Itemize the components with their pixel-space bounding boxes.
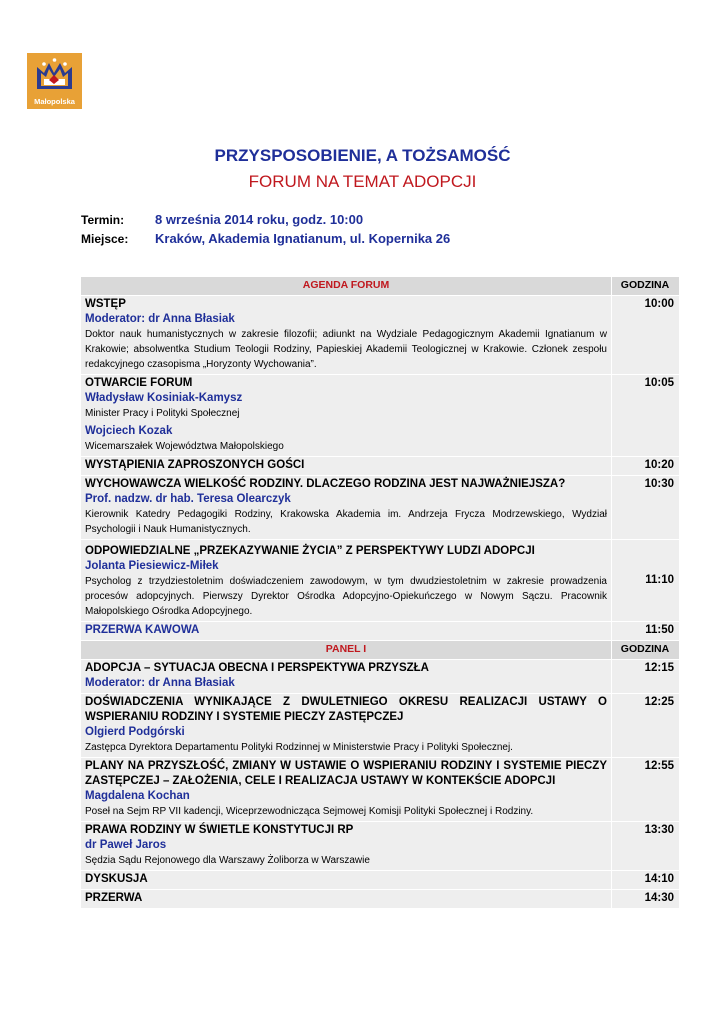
item-description: Zastępca Dyrektora Departamentu Polityki Rodzinnej w Ministerstwie Pracy i Polityki Społecznej.: [85, 742, 513, 753]
item-title: ODPOWIEDZIALNE „PRZEKAZYWANIE ŻYCIA” Z PERSPEKTYWY LUDZI ADOPCJI: [85, 545, 535, 557]
time-header: GODZINA: [612, 277, 680, 296]
time-header: GODZINA: [612, 641, 680, 660]
item-title: PRAWA RODZINY W ŚWIETLE KONSTYTUCJI RP: [85, 824, 354, 836]
place-label: Miejsce:: [81, 232, 129, 246]
item-time: 12:55: [612, 758, 680, 822]
item-person: dr Paweł Jaros: [85, 839, 167, 851]
panel-header-row: [81, 641, 680, 660]
item-title: WSTĘP: [85, 298, 126, 310]
item-time: 10:05: [612, 375, 680, 457]
item-title: PLANY NA PRZYSZŁOŚĆ, ZMIANY W USTAWIE O WSPIERANIU RODZINY I SYSTEMIE PIECZY ZASTĘPCZEJ – ZAŁOŻENIA, CELE I REALIZACJA USTAWY W KONTEKŚCIE ADOPCJI: [85, 760, 607, 787]
item-time: 10:30: [612, 476, 680, 540]
agenda-header: AGENDA FORUM: [81, 277, 612, 296]
item-time: 11:10: [612, 540, 680, 622]
agenda-row: [81, 457, 680, 476]
item-time: 13:30: [612, 822, 680, 871]
term-value: 8 września 2014 roku, godz. 10:00: [155, 212, 364, 227]
item-person: Władysław Kosiniak-Kamysz: [85, 392, 243, 404]
item-title: OTWARCIE FORUM: [85, 377, 193, 389]
panel-row: [81, 871, 680, 890]
item-description: Poseł na Sejm RP VII kadencji, Wiceprzewodnicząca Sejmowej Komisji Polityki Społecznej i Rodziny.: [85, 806, 534, 817]
malopolska-logo: [27, 53, 82, 109]
item-title: PRZERWA KAWOWA: [85, 624, 200, 636]
item-time: 12:25: [612, 694, 680, 758]
item-time: 11:50: [612, 622, 680, 641]
panel-row: [81, 822, 680, 871]
item-description: Wicemarszałek Województwa Małopolskiego: [85, 441, 284, 452]
malopolska-crown-logo-icon: [27, 53, 82, 97]
item-description: Doktor nauk humanistycznych w zakresie filozofii; adiunkt na Wydziale Pedagogicznym Akademii Ignatianum w Krakowie; absolwentka Studium Teologii Rodziny, Papieskiej Akademii Teologicznej w Krakowie. Członek zespołu redakcyjnego czasopisma „Horyzonty Wychowania”.: [85, 329, 607, 370]
panel-row: [81, 758, 680, 822]
agenda-header-row: [81, 277, 680, 296]
panel-header: PANEL I: [81, 641, 612, 660]
agenda-table: [80, 276, 680, 909]
item-description: Minister Pracy i Polityki Społecznej: [85, 408, 240, 419]
item-title: ADOPCJA – SYTUACJA OBECNA I PERSPEKTYWA PRZYSZŁA: [85, 662, 429, 674]
item-time: 12:15: [612, 660, 680, 694]
page-title: PRZYSPOSOBIENIE, A TOŻSAMOŚĆ: [214, 146, 511, 165]
item-time: 14:30: [612, 890, 680, 909]
place-value: Kraków, Akademia Ignatianum, ul. Kopernika 26: [155, 231, 451, 246]
item-title: DYSKUSJA: [85, 873, 148, 885]
logo-text: Małopolska: [34, 97, 75, 106]
item-person: Prof. nadzw. dr hab. Teresa Olearczyk: [85, 493, 291, 505]
item-time: 10:00: [612, 296, 680, 375]
term-label: Termin:: [81, 213, 125, 227]
agenda-row: [81, 296, 680, 375]
item-time: 14:10: [612, 871, 680, 890]
item-person: Olgierd Podgórski: [85, 726, 185, 738]
item-person: Moderator: dr Anna Błasiak: [85, 677, 235, 689]
panel-row: [81, 890, 680, 909]
item-time: 10:20: [612, 457, 680, 476]
item-person: Magdalena Kochan: [85, 790, 190, 802]
panel-row: [81, 694, 680, 758]
item-description: Kierownik Katedry Pedagogiki Rodziny, Krakowska Akademia im. Andrzeja Frycza Modrzewskiego, Wydział Psychologii i Nauk Humanistycznych.: [85, 509, 607, 535]
item-person: Wojciech Kozak: [85, 425, 173, 437]
item-title: DOŚWIADCZENIA WYNIKAJĄCE Z DWULETNIEGO OKRESU REALIZACJI USTAWY O WSPIERANIU RODZINY I SYSTEMIE PIECZY ZASTĘPCZEJ: [85, 696, 607, 723]
item-title: WYSTĄPIENIA ZAPROSZONYCH GOŚCI: [85, 459, 305, 471]
agenda-row: [81, 375, 680, 457]
item-description: Sędzia Sądu Rejonowego dla Warszawy Żoliborza w Warszawie: [85, 855, 370, 866]
agenda-row: [81, 476, 680, 540]
panel-row: [81, 660, 680, 694]
item-person: Jolanta Piesiewicz-Miłek: [85, 560, 219, 572]
agenda-row: [81, 622, 680, 641]
agenda-row: [81, 540, 680, 622]
page-subtitle: FORUM NA TEMAT ADOPCJI: [248, 172, 477, 191]
item-person: Moderator: dr Anna Błasiak: [85, 313, 235, 325]
item-title: PRZERWA: [85, 892, 143, 904]
item-description: Psycholog z trzydziestoletnim doświadczeniem zawodowym, w tym dwudziestoletnim w zakresie prowadzenia procesów adopcyjnych. Pierwszy Dyrektor Ośrodka Adopcyjno-Opiekuńczego w Nowym Sączu. Pracownik Małopolskiego Ośrodka Adopcyjnego.: [85, 576, 607, 617]
item-title: WYCHOWAWCZA WIELKOŚĆ RODZINY. DLACZEGO RODZINA JEST NAJWAŻNIEJSZA?: [85, 478, 566, 490]
